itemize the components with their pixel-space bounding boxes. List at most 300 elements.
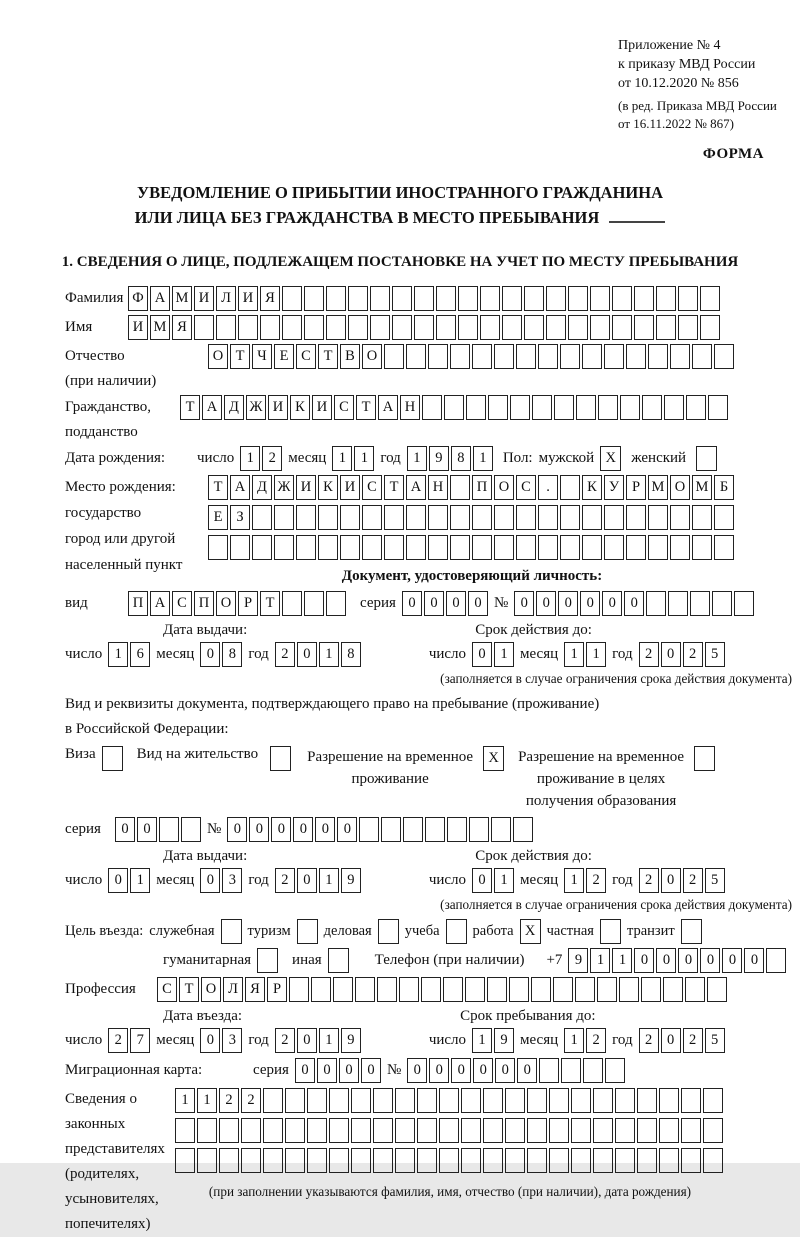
form-cell[interactable] [597, 977, 617, 1002]
form-cell[interactable] [384, 505, 404, 530]
form-cell[interactable] [575, 977, 595, 1002]
form-cell[interactable] [626, 505, 646, 530]
form-cell[interactable]: 0 [424, 591, 444, 616]
form-cell[interactable]: 0 [108, 868, 128, 893]
form-cell[interactable]: 0 [451, 1058, 471, 1083]
form-cell[interactable]: К [582, 475, 602, 500]
form-cell[interactable] [421, 977, 441, 1002]
form-cell[interactable]: 9 [341, 1028, 361, 1053]
form-cell[interactable]: Н [400, 395, 420, 420]
form-cell[interactable]: 0 [656, 948, 676, 973]
form-cell[interactable]: 1 [407, 446, 427, 471]
form-cell[interactable]: 1 [473, 446, 493, 471]
form-cell[interactable]: 9 [429, 446, 449, 471]
form-cell[interactable]: Л [216, 286, 236, 311]
form-cell[interactable] [646, 591, 666, 616]
form-cell[interactable]: 3 [222, 1028, 242, 1053]
form-cell[interactable]: А [150, 591, 170, 616]
form-cell[interactable] [465, 977, 485, 1002]
form-cell[interactable]: А [230, 475, 250, 500]
form-cell[interactable]: Л [223, 977, 243, 1002]
form-cell[interactable] [466, 395, 486, 420]
birthplace-cells-row2[interactable] [208, 505, 734, 530]
purpose-other-checkbox[interactable] [328, 948, 349, 973]
form-cell[interactable] [285, 1148, 305, 1173]
form-cell[interactable] [568, 286, 588, 311]
form-cell[interactable] [340, 505, 360, 530]
form-cell[interactable]: 2 [639, 1028, 659, 1053]
form-cell[interactable]: 0 [517, 1058, 537, 1083]
purpose-work-checkbox[interactable]: X [520, 919, 541, 944]
form-cell[interactable] [450, 535, 470, 560]
form-cell[interactable] [159, 817, 179, 842]
form-cell[interactable] [406, 535, 426, 560]
form-cell[interactable] [561, 1058, 581, 1083]
legal-cells-row1[interactable] [175, 1088, 723, 1113]
form-cell[interactable] [538, 505, 558, 530]
form-cell[interactable] [461, 1148, 481, 1173]
form-cell[interactable] [436, 286, 456, 311]
form-cell[interactable] [546, 315, 566, 340]
entry-year-cells[interactable] [275, 1028, 361, 1053]
form-cell[interactable] [348, 315, 368, 340]
form-cell[interactable] [571, 1088, 591, 1113]
form-cell[interactable] [549, 1118, 569, 1143]
form-cell[interactable] [428, 535, 448, 560]
form-cell[interactable] [439, 1118, 459, 1143]
form-cell[interactable] [304, 286, 324, 311]
form-cell[interactable] [483, 1088, 503, 1113]
form-cell[interactable]: 0 [661, 642, 681, 667]
form-cell[interactable] [685, 977, 705, 1002]
form-cell[interactable]: 2 [262, 446, 282, 471]
form-cell[interactable] [593, 1088, 613, 1113]
form-cell[interactable] [472, 535, 492, 560]
form-cell[interactable] [355, 977, 375, 1002]
form-cell[interactable] [582, 505, 602, 530]
form-cell[interactable]: 0 [315, 817, 335, 842]
form-cell[interactable] [700, 286, 720, 311]
form-cell[interactable] [553, 977, 573, 1002]
form-cell[interactable] [590, 286, 610, 311]
form-cell[interactable] [289, 977, 309, 1002]
form-cell[interactable] [513, 817, 533, 842]
form-cell[interactable]: 1 [332, 446, 352, 471]
form-cell[interactable] [414, 286, 434, 311]
form-cell[interactable]: 0 [295, 1058, 315, 1083]
form-cell[interactable] [282, 591, 302, 616]
form-cell[interactable] [384, 344, 404, 369]
doc-valid-month-cells[interactable] [564, 642, 606, 667]
form-cell[interactable] [560, 344, 580, 369]
form-cell[interactable] [373, 1088, 393, 1113]
form-cell[interactable]: 8 [222, 642, 242, 667]
form-cell[interactable] [516, 344, 536, 369]
form-cell[interactable] [406, 505, 426, 530]
form-cell[interactable]: 0 [514, 591, 534, 616]
form-cell[interactable]: Ж [274, 475, 294, 500]
form-cell[interactable] [664, 395, 684, 420]
form-cell[interactable] [311, 977, 331, 1002]
doc-valid-year-cells[interactable] [639, 642, 725, 667]
form-cell[interactable] [615, 1118, 635, 1143]
form-cell[interactable] [524, 286, 544, 311]
form-cell[interactable]: 0 [624, 591, 644, 616]
form-cell[interactable] [260, 315, 280, 340]
form-cell[interactable]: 0 [678, 948, 698, 973]
form-cell[interactable]: К [290, 395, 310, 420]
form-cell[interactable] [583, 1058, 603, 1083]
form-cell[interactable] [241, 1148, 261, 1173]
form-cell[interactable] [326, 591, 346, 616]
form-cell[interactable] [326, 286, 346, 311]
patronymic-cells[interactable] [208, 344, 734, 369]
residence-issue-day-cells[interactable] [108, 868, 150, 893]
form-cell[interactable] [604, 344, 624, 369]
form-cell[interactable] [370, 315, 390, 340]
form-cell[interactable] [656, 286, 676, 311]
form-cell[interactable]: М [648, 475, 668, 500]
form-cell[interactable] [436, 315, 456, 340]
form-cell[interactable]: С [362, 475, 382, 500]
form-cell[interactable]: 1 [319, 1028, 339, 1053]
form-cell[interactable]: 0 [317, 1058, 337, 1083]
form-cell[interactable]: 1 [108, 642, 128, 667]
sex-male-checkbox[interactable]: X [600, 446, 621, 471]
form-cell[interactable]: 0 [407, 1058, 427, 1083]
residence-number-cells[interactable] [227, 817, 533, 842]
form-cell[interactable] [766, 948, 786, 973]
form-cell[interactable] [333, 977, 353, 1002]
form-cell[interactable]: О [201, 977, 221, 1002]
form-cell[interactable] [670, 535, 690, 560]
form-cell[interactable] [304, 315, 324, 340]
form-cell[interactable]: Я [245, 977, 265, 1002]
form-cell[interactable] [641, 977, 661, 1002]
form-cell[interactable] [406, 344, 426, 369]
form-cell[interactable]: М [150, 315, 170, 340]
form-cell[interactable]: 2 [586, 868, 606, 893]
form-cell[interactable]: 0 [446, 591, 466, 616]
form-cell[interactable] [532, 395, 552, 420]
form-cell[interactable] [296, 535, 316, 560]
form-cell[interactable] [483, 1118, 503, 1143]
form-cell[interactable] [318, 535, 338, 560]
form-cell[interactable] [637, 1148, 657, 1173]
form-cell[interactable] [568, 315, 588, 340]
form-cell[interactable] [414, 315, 434, 340]
form-cell[interactable]: Б [714, 475, 734, 500]
form-cell[interactable] [304, 591, 324, 616]
form-cell[interactable]: Ж [246, 395, 266, 420]
form-cell[interactable] [461, 1088, 481, 1113]
form-cell[interactable]: О [494, 475, 514, 500]
form-cell[interactable] [502, 315, 522, 340]
form-cell[interactable] [612, 286, 632, 311]
form-cell[interactable]: Т [318, 344, 338, 369]
form-cell[interactable]: 0 [536, 591, 556, 616]
form-cell[interactable]: Т [208, 475, 228, 500]
form-cell[interactable]: 0 [297, 868, 317, 893]
residence-permit-checkbox[interactable] [270, 746, 291, 771]
form-cell[interactable]: Р [267, 977, 287, 1002]
form-cell[interactable] [527, 1118, 547, 1143]
form-cell[interactable]: 1 [472, 1028, 492, 1053]
form-cell[interactable] [505, 1148, 525, 1173]
form-cell[interactable]: А [202, 395, 222, 420]
form-cell[interactable]: С [157, 977, 177, 1002]
form-cell[interactable]: 9 [341, 868, 361, 893]
form-cell[interactable] [351, 1148, 371, 1173]
form-cell[interactable] [604, 505, 624, 530]
form-cell[interactable] [472, 505, 492, 530]
form-cell[interactable] [538, 344, 558, 369]
form-cell[interactable] [439, 1088, 459, 1113]
form-cell[interactable]: Д [224, 395, 244, 420]
surname-cells[interactable] [128, 286, 720, 311]
residence-issue-year-cells[interactable] [275, 868, 361, 893]
form-cell[interactable] [659, 1118, 679, 1143]
form-cell[interactable] [230, 535, 250, 560]
form-cell[interactable]: Е [208, 505, 228, 530]
form-cell[interactable]: У [604, 475, 624, 500]
form-cell[interactable] [531, 977, 551, 1002]
form-cell[interactable] [425, 817, 445, 842]
form-cell[interactable]: 0 [429, 1058, 449, 1083]
purpose-humanitarian-checkbox[interactable] [257, 948, 278, 973]
form-cell[interactable] [604, 535, 624, 560]
form-cell[interactable] [734, 591, 754, 616]
form-cell[interactable] [681, 1118, 701, 1143]
form-cell[interactable] [620, 395, 640, 420]
form-cell[interactable] [678, 286, 698, 311]
form-cell[interactable] [417, 1088, 437, 1113]
doc-series-cells[interactable] [402, 591, 488, 616]
form-cell[interactable] [395, 1118, 415, 1143]
form-cell[interactable]: 7 [130, 1028, 150, 1053]
form-cell[interactable]: И [312, 395, 332, 420]
form-cell[interactable] [712, 591, 732, 616]
form-cell[interactable]: 1 [175, 1088, 195, 1113]
form-cell[interactable] [285, 1118, 305, 1143]
form-cell[interactable] [714, 344, 734, 369]
form-cell[interactable]: 2 [683, 1028, 703, 1053]
form-cell[interactable]: 2 [683, 642, 703, 667]
form-cell[interactable]: Т [384, 475, 404, 500]
form-cell[interactable]: 0 [200, 1028, 220, 1053]
form-cell[interactable]: 0 [473, 1058, 493, 1083]
form-cell[interactable]: 0 [744, 948, 764, 973]
form-cell[interactable] [373, 1118, 393, 1143]
form-cell[interactable] [219, 1148, 239, 1173]
form-cell[interactable] [598, 395, 618, 420]
doc-valid-day-cells[interactable] [472, 642, 514, 667]
form-cell[interactable]: 5 [705, 1028, 725, 1053]
form-cell[interactable]: Р [626, 475, 646, 500]
form-cell[interactable] [362, 535, 382, 560]
form-cell[interactable]: И [340, 475, 360, 500]
form-cell[interactable] [703, 1118, 723, 1143]
form-cell[interactable]: 2 [639, 868, 659, 893]
form-cell[interactable] [648, 344, 668, 369]
doc-issue-day-cells[interactable] [108, 642, 150, 667]
form-cell[interactable] [571, 1148, 591, 1173]
form-cell[interactable]: 0 [293, 817, 313, 842]
form-cell[interactable]: О [208, 344, 228, 369]
form-cell[interactable] [450, 344, 470, 369]
form-cell[interactable] [648, 505, 668, 530]
form-cell[interactable]: 2 [275, 1028, 295, 1053]
form-cell[interactable] [381, 817, 401, 842]
form-cell[interactable] [351, 1118, 371, 1143]
birth-year-cells[interactable] [407, 446, 493, 471]
form-cell[interactable]: Т [230, 344, 250, 369]
form-cell[interactable]: 1 [319, 868, 339, 893]
form-cell[interactable] [216, 315, 236, 340]
purpose-private-checkbox[interactable] [600, 919, 621, 944]
form-cell[interactable] [571, 1118, 591, 1143]
residence-valid-month-cells[interactable] [564, 868, 606, 893]
form-cell[interactable] [263, 1088, 283, 1113]
form-cell[interactable] [510, 395, 530, 420]
form-cell[interactable]: Т [260, 591, 280, 616]
doc-issue-month-cells[interactable] [200, 642, 242, 667]
form-cell[interactable] [703, 1088, 723, 1113]
form-cell[interactable]: 0 [339, 1058, 359, 1083]
form-cell[interactable]: П [194, 591, 214, 616]
form-cell[interactable]: 5 [705, 868, 725, 893]
form-cell[interactable]: 0 [249, 817, 269, 842]
form-cell[interactable]: 0 [602, 591, 622, 616]
form-cell[interactable] [392, 286, 412, 311]
form-cell[interactable] [663, 977, 683, 1002]
purpose-official-checkbox[interactable] [221, 919, 242, 944]
form-cell[interactable]: 1 [130, 868, 150, 893]
form-cell[interactable]: М [692, 475, 712, 500]
form-cell[interactable] [703, 1148, 723, 1173]
form-cell[interactable] [670, 505, 690, 530]
form-cell[interactable]: 0 [722, 948, 742, 973]
form-cell[interactable]: Ф [128, 286, 148, 311]
form-cell[interactable]: Н [428, 475, 448, 500]
form-cell[interactable] [590, 315, 610, 340]
form-cell[interactable] [417, 1118, 437, 1143]
form-cell[interactable] [443, 977, 463, 1002]
form-cell[interactable] [483, 1148, 503, 1173]
form-cell[interactable]: 1 [612, 948, 632, 973]
purpose-transit-checkbox[interactable] [681, 919, 702, 944]
form-cell[interactable] [626, 535, 646, 560]
form-cell[interactable] [527, 1088, 547, 1113]
form-cell[interactable]: 2 [241, 1088, 261, 1113]
form-cell[interactable] [395, 1088, 415, 1113]
form-cell[interactable] [252, 505, 272, 530]
form-cell[interactable]: 8 [341, 642, 361, 667]
birthplace-cells-row1[interactable] [208, 475, 734, 500]
form-cell[interactable]: 1 [354, 446, 374, 471]
form-cell[interactable] [714, 505, 734, 530]
residence-series-cells[interactable] [115, 817, 201, 842]
form-cell[interactable] [582, 535, 602, 560]
form-cell[interactable] [700, 315, 720, 340]
form-cell[interactable]: 0 [634, 948, 654, 973]
entry-month-cells[interactable] [200, 1028, 242, 1053]
form-cell[interactable] [681, 1148, 701, 1173]
form-cell[interactable] [403, 817, 423, 842]
form-cell[interactable] [488, 395, 508, 420]
form-cell[interactable] [690, 591, 710, 616]
form-cell[interactable] [392, 315, 412, 340]
form-cell[interactable] [576, 395, 596, 420]
form-cell[interactable] [384, 535, 404, 560]
doc-number-cells[interactable] [514, 591, 754, 616]
form-cell[interactable] [307, 1088, 327, 1113]
form-cell[interactable]: 0 [227, 817, 247, 842]
form-cell[interactable] [282, 315, 302, 340]
form-cell[interactable] [505, 1088, 525, 1113]
phone-cells[interactable] [568, 948, 786, 973]
form-cell[interactable]: 1 [564, 1028, 584, 1053]
form-cell[interactable] [582, 344, 602, 369]
form-cell[interactable] [509, 977, 529, 1002]
form-cell[interactable] [612, 315, 632, 340]
form-cell[interactable] [274, 505, 294, 530]
form-cell[interactable] [626, 344, 646, 369]
form-cell[interactable]: 9 [568, 948, 588, 973]
form-cell[interactable] [274, 535, 294, 560]
form-cell[interactable]: И [268, 395, 288, 420]
form-cell[interactable]: 1 [494, 642, 514, 667]
form-cell[interactable]: 0 [297, 642, 317, 667]
form-cell[interactable] [619, 977, 639, 1002]
form-cell[interactable] [307, 1148, 327, 1173]
form-cell[interactable] [307, 1118, 327, 1143]
form-cell[interactable] [461, 1118, 481, 1143]
form-cell[interactable]: 0 [661, 1028, 681, 1053]
birth-day-cells[interactable] [240, 446, 282, 471]
temp-residence-checkbox[interactable]: X [483, 746, 504, 771]
form-cell[interactable]: 9 [494, 1028, 514, 1053]
form-cell[interactable]: О [670, 475, 690, 500]
form-cell[interactable] [181, 817, 201, 842]
form-cell[interactable] [505, 1118, 525, 1143]
form-cell[interactable] [395, 1148, 415, 1173]
name-cells[interactable] [128, 315, 720, 340]
form-cell[interactable]: 5 [705, 642, 725, 667]
form-cell[interactable] [480, 315, 500, 340]
form-cell[interactable] [351, 1088, 371, 1113]
form-cell[interactable] [197, 1118, 217, 1143]
residence-valid-day-cells[interactable] [472, 868, 514, 893]
form-cell[interactable] [659, 1148, 679, 1173]
form-cell[interactable] [329, 1148, 349, 1173]
form-cell[interactable]: Р [238, 591, 258, 616]
form-cell[interactable]: И [194, 286, 214, 311]
migration-number-cells[interactable] [407, 1058, 625, 1083]
residence-valid-year-cells[interactable] [639, 868, 725, 893]
form-cell[interactable] [560, 475, 580, 500]
form-cell[interactable]: 0 [297, 1028, 317, 1053]
form-cell[interactable] [348, 286, 368, 311]
citizenship-cells[interactable] [180, 395, 728, 420]
form-cell[interactable]: С [516, 475, 536, 500]
form-cell[interactable]: 0 [495, 1058, 515, 1083]
form-cell[interactable] [326, 315, 346, 340]
form-cell[interactable] [263, 1148, 283, 1173]
form-cell[interactable] [659, 1088, 679, 1113]
residence-issue-month-cells[interactable] [200, 868, 242, 893]
legal-cells-row2[interactable] [175, 1118, 723, 1143]
